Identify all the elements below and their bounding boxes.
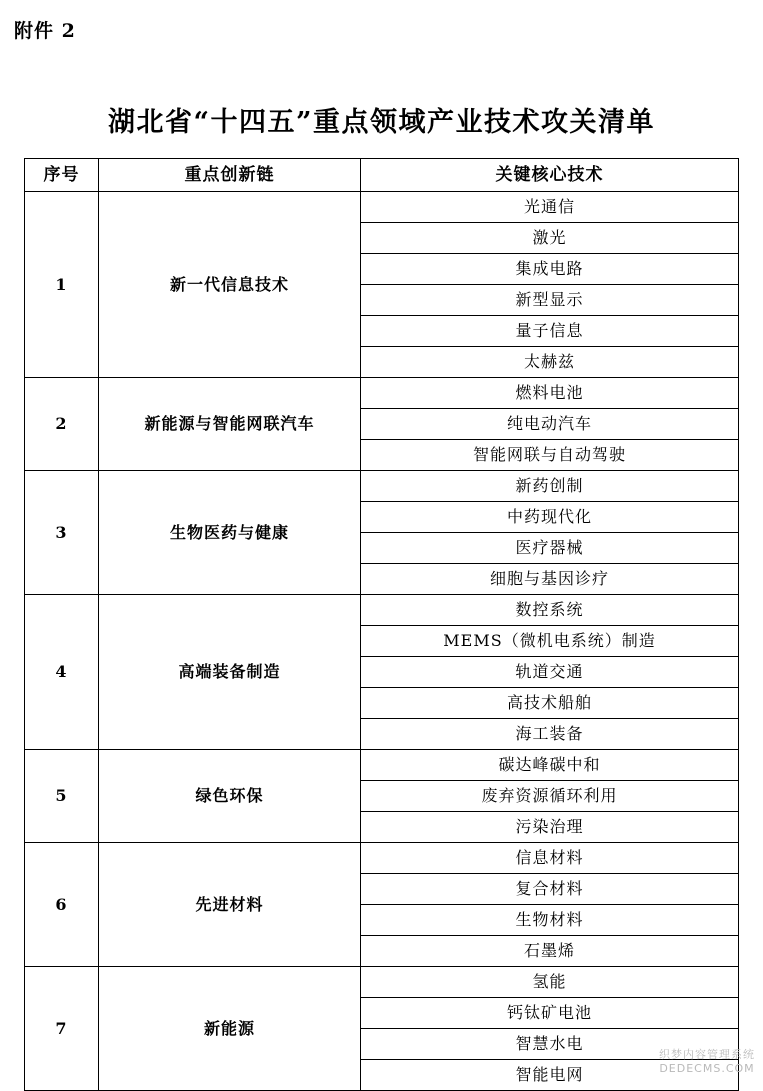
innovation-chain-cell: 先进材料 [99, 843, 361, 967]
key-technology-cell: 医疗器械 [361, 533, 739, 564]
table-body [25, 192, 739, 1091]
key-technology-cell: 激光 [361, 223, 739, 254]
table-row [25, 471, 739, 502]
key-technology-cell: 纯电动汽车 [361, 409, 739, 440]
attachment-label: 附件 2 [14, 20, 76, 42]
column-header-chain: 重点创新链 [99, 159, 361, 192]
row-number-cell: 4 [25, 595, 99, 750]
innovation-chain-cell: 新能源 [99, 967, 361, 1091]
table-row [25, 595, 739, 626]
key-technology-cell: 信息材料 [361, 843, 739, 874]
key-technology-cell: 海工装备 [361, 719, 739, 750]
table-row [25, 378, 739, 409]
row-number-cell: 3 [25, 471, 99, 595]
key-technology-cell: 废弃资源循环利用 [361, 781, 739, 812]
key-technology-cell: 氢能 [361, 967, 739, 998]
key-technology-cell: 石墨烯 [361, 936, 739, 967]
table-row [25, 750, 739, 781]
innovation-chain-cell: 新一代信息技术 [99, 192, 361, 378]
watermark-line-2: DEDECMS.COM [659, 1062, 755, 1075]
key-technology-cell: 智能电网 [361, 1060, 739, 1091]
tech-priority-table [24, 158, 739, 1091]
key-technology-cell: 量子信息 [361, 316, 739, 347]
key-technology-cell: 污染治理 [361, 812, 739, 843]
innovation-chain-cell: 新能源与智能网联汽车 [99, 378, 361, 471]
key-technology-cell: 燃料电池 [361, 378, 739, 409]
innovation-chain-cell: 绿色环保 [99, 750, 361, 843]
table-row [25, 192, 739, 223]
key-technology-cell: 太赫兹 [361, 347, 739, 378]
key-technology-cell: MEMS（微机电系统）制造 [361, 626, 739, 657]
table-row [25, 843, 739, 874]
watermark [659, 1048, 755, 1076]
innovation-chain-cell: 高端装备制造 [99, 595, 361, 750]
row-number-cell: 6 [25, 843, 99, 967]
column-header-number: 序号 [25, 159, 99, 192]
key-technology-cell: 中药现代化 [361, 502, 739, 533]
key-technology-cell: 钙钛矿电池 [361, 998, 739, 1029]
key-technology-cell: 复合材料 [361, 874, 739, 905]
innovation-chain-cell: 生物医药与健康 [99, 471, 361, 595]
key-technology-cell: 智能网联与自动驾驶 [361, 440, 739, 471]
watermark-line-1: 织梦内容管理系统 [659, 1048, 755, 1061]
key-technology-cell: 高技术船舶 [361, 688, 739, 719]
key-technology-cell: 碳达峰碳中和 [361, 750, 739, 781]
key-technology-cell: 轨道交通 [361, 657, 739, 688]
row-number-cell: 7 [25, 967, 99, 1091]
row-number-cell: 5 [25, 750, 99, 843]
table-row [25, 967, 739, 998]
key-technology-cell: 新型显示 [361, 285, 739, 316]
key-technology-cell: 智慧水电 [361, 1029, 739, 1060]
row-number-cell: 1 [25, 192, 99, 378]
key-technology-cell: 集成电路 [361, 254, 739, 285]
table-header [25, 159, 739, 192]
row-number-cell: 2 [25, 378, 99, 471]
key-technology-cell: 生物材料 [361, 905, 739, 936]
key-technology-cell: 新药创制 [361, 471, 739, 502]
column-header-technology: 关键核心技术 [361, 159, 739, 192]
key-technology-cell: 细胞与基因诊疗 [361, 564, 739, 595]
page-title: 湖北省“十四五”重点领域产业技术攻关清单 [107, 107, 656, 138]
table-header-row [25, 159, 739, 192]
key-technology-cell: 光通信 [361, 192, 739, 223]
key-technology-cell: 数控系统 [361, 595, 739, 626]
